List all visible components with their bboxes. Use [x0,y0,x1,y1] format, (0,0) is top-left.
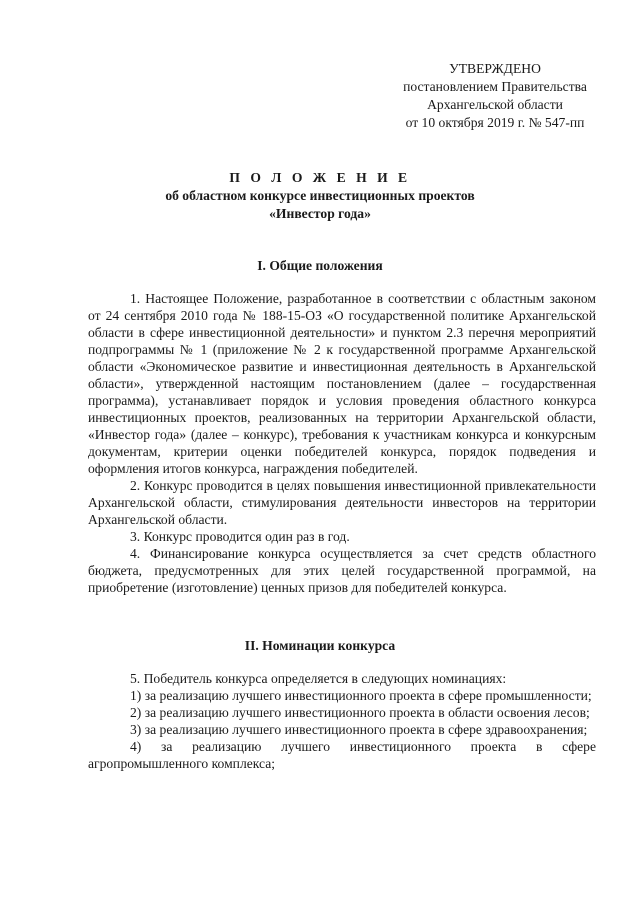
title-contest-name: «Инвестор года» [269,206,371,221]
section-general-body [88,290,596,596]
section-heading-general: I. Общие положения [257,258,383,273]
document-title [0,169,640,223]
approval-line-region: Архангельской области [427,97,563,112]
approval-line-resolution: постановлением Правительства [403,79,587,94]
nomination-item: 4) за реализацию лучшего инвестиционного проекта в сфере агропромышленного комплекса; [88,739,596,771]
paragraph-1: 1. Настоящее Положение, разработанное в соответствии с областным законом от 24 сентября 2010 года № 188-15-ОЗ «О государственной политике Архангельской области в сфере инвестиционной деятельности» и пунктом 2.3 перечня мероприятий подпрограммы № 1 (приложение № 2 к государственной программе Архангельской области «Экономическое развитие и инвестиционная деятельность в Архангельской области», утвержденной настоящим постановлением (далее – государственная программа), устанавливает порядок и условия проведения областного конкурса инвестиционных проектов, реализованных на территории Архангельской области, «Инвестор года» (далее – конкурс), требования к участникам конкурса и конкурсным документам, критерии оценки победителей конкурса, порядок подведения и оформления итогов конкурса, награждения победителей. [88,291,596,476]
nomination-item: 2) за реализацию лучшего инвестиционного проекта в области освоения лесов; [130,705,590,720]
title-subject: об областном конкурсе инвестиционных проектов [165,188,475,203]
approval-line-date: от 10 октября 2019 г. № 547-пп [405,115,585,130]
title-regulation: П О Л О Ж Е Н И Е [229,170,411,185]
paragraph-2: 2. Конкурс проводится в целях повышения инвестиционной привлекательности Архангельской области, стимулирования деятельности инвесторов на территории Архангельской области. [88,478,596,527]
paragraph-3: 3. Конкурс проводится один раз в год. [130,529,350,544]
section-nominations-body [88,670,596,772]
nomination-item: 1) за реализацию лучшего инвестиционного проекта в сфере промышленности; [130,688,592,703]
paragraph-4: 4. Финансирование конкурса осуществляется за счет средств областного бюджета, предусмотренных для этих целей государственной программой, на приобретение (изготовление) ценных призов для победителей конкурса. [88,546,596,595]
approval-line-approved: УТВЕРЖДЕНО [449,61,541,76]
approval-stamp [360,60,630,132]
nomination-item: 3) за реализацию лучшего инвестиционного проекта в сфере здравоохранения; [130,722,588,737]
section-heading-nominations: II. Номинации конкурса [244,638,396,653]
paragraph-5: 5. Победитель конкурса определяется в следующих номинациях: [130,671,507,686]
